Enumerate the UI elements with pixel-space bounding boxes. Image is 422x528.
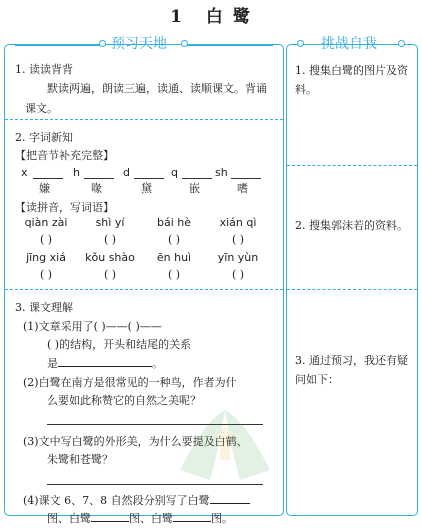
section1-body: 默读两遍，朗读三遍，读通、读顺课文。背诵课文。 xyxy=(25,82,267,115)
word-answer-box[interactable]: ( ) xyxy=(103,268,117,281)
initial-q: q xyxy=(171,166,178,179)
question1-blank[interactable] xyxy=(58,354,152,367)
pinyin-qianzai: qiàn zài xyxy=(24,216,68,229)
section1-heading: 1. 读读背背 xyxy=(15,63,73,76)
word-answer-box[interactable]: ( ) xyxy=(167,233,181,246)
section3-heading: 3. 课文理解 xyxy=(15,301,73,314)
pinyin-koushao: kǒu shào xyxy=(85,251,135,264)
lesson-title: 白 鹭 xyxy=(205,7,252,27)
pinyin-enhui: ēn huì xyxy=(156,251,192,264)
question1-line2: ( )的结构，开头和结尾的关系 xyxy=(47,338,192,351)
header-rule-right xyxy=(187,44,273,46)
instruction-complete-syllables: 【把音节补充完整】 xyxy=(15,149,114,162)
question4-blank[interactable] xyxy=(91,509,129,522)
char-shi: 嗜 xyxy=(237,182,248,195)
char-qian: 嵌 xyxy=(189,182,200,195)
pinyin-jingxia: jīng xiá xyxy=(26,251,66,264)
question1-line3 xyxy=(47,354,163,373)
question4-part3: 图。 xyxy=(211,512,233,525)
question4-blank[interactable] xyxy=(173,509,211,522)
pinyin-yinyun: yīn yùn xyxy=(217,251,259,264)
syllable-blank[interactable] xyxy=(134,178,164,179)
section-divider xyxy=(287,165,417,166)
syllable-blank[interactable] xyxy=(33,178,63,179)
preview-header xyxy=(5,36,283,54)
lesson-number: 1 xyxy=(170,7,184,27)
header-dot-icon xyxy=(398,40,405,47)
question4-part2: 图、白鹭 xyxy=(129,512,173,525)
header-rule-left xyxy=(15,44,100,46)
challenge-header xyxy=(287,36,417,54)
char-xian: 嫌 xyxy=(39,182,50,195)
question2-line1: (2)白鹭在南方是很常见的一种鸟，作者为什 xyxy=(23,376,237,389)
section-divider xyxy=(5,119,283,120)
section2-heading: 2. 字词新知 xyxy=(15,131,73,144)
watermark-logo xyxy=(170,400,280,500)
syllable-blank[interactable] xyxy=(84,178,114,179)
initial-x: x xyxy=(21,166,28,179)
question4-text: (4)课文 6、7、8 自然段分别写了白鹭 xyxy=(23,494,210,507)
word-answer-box[interactable]: ( ) xyxy=(39,233,53,246)
question1-period: 。 xyxy=(152,357,163,370)
question3-line2: 朱鹭和苍鹭？ xyxy=(47,453,113,466)
page-title xyxy=(0,2,422,27)
instruction-write-words: 【读拼音，写词语】 xyxy=(15,201,114,214)
word-answer-box[interactable]: ( ) xyxy=(231,268,245,281)
task2-text: 2. 搜集郭沫若的资料。 xyxy=(295,219,408,232)
preview-header-label: 预习天地 xyxy=(111,36,167,52)
pinyin-xianqi: xián qì xyxy=(219,216,257,229)
question2-line2: 么要如此称赞它的自然之美呢？ xyxy=(47,394,201,407)
char-hui: 喙 xyxy=(91,182,102,195)
question1-line1: (1)文章采用了( )——( )—— xyxy=(23,320,162,333)
question1-label: 是 xyxy=(47,357,58,370)
task3-text: 3. 通过预习，我还有疑问如下： xyxy=(295,354,408,386)
word-answer-box[interactable]: ( ) xyxy=(231,233,245,246)
syllable-blank[interactable] xyxy=(231,178,261,179)
word-answer-box[interactable]: ( ) xyxy=(167,268,181,281)
initial-h: h xyxy=(73,166,80,179)
pinyin-shiyi: shì yí xyxy=(95,216,125,229)
header-dot-icon xyxy=(99,40,106,47)
initial-d: d xyxy=(123,166,130,179)
question3-line1: (3)文中写白鹭的外形美，为什么要提及白鹤、 xyxy=(23,435,248,448)
word-answer-box[interactable]: ( ) xyxy=(103,233,117,246)
char-dai: 黛 xyxy=(141,182,152,195)
initial-sh: sh xyxy=(215,166,228,179)
challenge-panel xyxy=(286,36,418,516)
section-divider xyxy=(5,289,283,290)
task1-text: 1. 搜集白鹭的图片及资料。 xyxy=(295,64,408,96)
challenge-header-label: 挑战自我 xyxy=(321,36,377,52)
question4-line2 xyxy=(47,509,233,528)
word-answer-box[interactable]: ( ) xyxy=(39,268,53,281)
header-dot-icon xyxy=(297,40,304,47)
section-divider xyxy=(287,289,417,290)
pinyin-baihe: bái hè xyxy=(156,216,191,229)
question4-part1: 图、白鹭 xyxy=(47,512,91,525)
syllable-blank[interactable] xyxy=(182,178,212,179)
